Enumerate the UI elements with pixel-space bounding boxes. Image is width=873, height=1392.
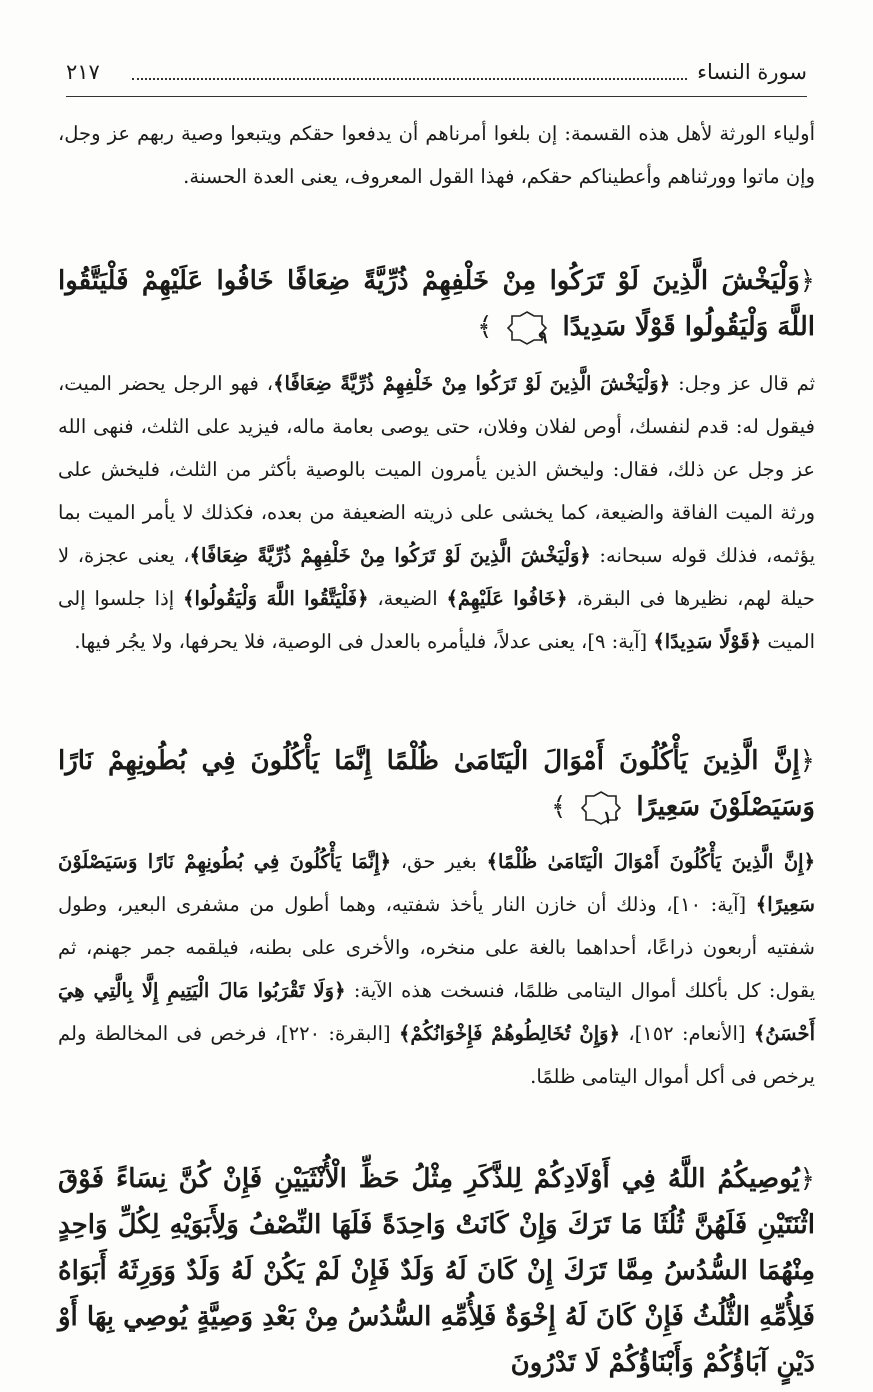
verse-11-open-bracket: ﴿ xyxy=(799,1164,815,1194)
verse-11 xyxy=(58,1156,815,1386)
paragraph-1-text: أولياء الورثة لأهل هذه القسمة: إن بلغوا أمرناهم أن يدفعوا حقكم ويتبعوا وصية ربهم عز وجل، وإن ماتوا وورثناهم وأعطيناكم حقكم، فهذا القول المعروف، يعنى العدة الحسنة. xyxy=(58,122,815,188)
p2-text-4: الضيعة، xyxy=(368,587,447,610)
header-dotted-leader xyxy=(132,78,687,80)
p3-text-4: [البقرة: ٢٢٠]، فرخص فى المخالطة ولم يرخص فى أكل أموال اليتامى ظلمًا. xyxy=(58,1022,815,1088)
p2-quote-4: ﴿فَلْيَتَّقُوا اللَّهَ وَلْيَقُولُوا﴾ xyxy=(183,587,369,610)
paragraph-3 xyxy=(58,840,815,1098)
p2-quote-5: ﴿قَوْلًا سَدِيدًا﴾ xyxy=(653,630,762,653)
verse-9-text: وَلْيَخْشَ الَّذِينَ لَوْ تَرَكُوا مِنْ خَلْفِهِمْ ذُرِّيَّةً ضِعَافًا خَافُوا عَلَيْهِمْ فَلْيَتَّقُوا اللَّهَ وَلْيَقُولُوا قَوْلًا سَدِيدًا xyxy=(58,266,815,342)
p2-quote-1: ﴿وَلْيَخْشَ الَّذِينَ لَوْ تَرَكُوا مِنْ خَلْفِهِمْ ذُرِّيَّةً ضِعَافًا﴾ xyxy=(273,372,671,395)
p3-quote-1: ﴿إِنَّ الَّذِينَ يَأْكُلُونَ أَمْوَالَ الْيَتَامَىٰ ظُلْمًا﴾ xyxy=(486,850,815,873)
verse-10-close-bracket: ﴾ xyxy=(550,792,567,822)
p3-text-1: بغير حق، xyxy=(391,850,487,873)
paragraph-2 xyxy=(58,362,815,663)
ayah-number-icon xyxy=(507,311,548,348)
p2-text-6: [آية: ٩]، يعنى عدلاً، فليأمره بالعدل فى الوصية، فلا يحرفها، ولا يجُر فيها. xyxy=(74,630,654,653)
p2-quote-2: ﴿وَلْيَخْشَ الَّذِينَ لَوْ تَرَكُوا مِنْ خَلْفِهِمْ ذُرِّيَّةً ضِعَافًا﴾ xyxy=(189,544,591,567)
page-number: ٢١٧ xyxy=(66,60,100,84)
p2-text-3: ، يعنى عجزة، لا حيلة لهم، نظيرها فى البقرة، xyxy=(58,544,815,610)
p3-quote-4: ﴿وَإِنْ تُخَالِطُوهُمْ فَإِخْوَانُكُمْ﴾ xyxy=(398,1022,621,1045)
verse-11-text: يُوصِيكُمُ اللَّهُ فِي أَوْلَادِكُمْ لِلذَّكَرِ مِثْلُ حَظِّ الْأُنْثَيَيْنِ فَإِنْ كُنَّ نِسَاءً فَوْقَ اثْنَتَيْنِ فَلَهُنَّ ثُلُثَا مَا تَرَكَ وَإِنْ كَانَتْ وَاحِدَةً فَلَهَا النِّصْفُ وَلِأَبَوَيْهِ لِكُلِّ وَاحِدٍ مِنْهُمَا السُّدُسُ مِمَّا تَرَكَ إِنْ كَانَ لَهُ وَلَدٌ فَإِنْ لَمْ يَكُنْ لَهُ وَلَدٌ وَوَرِثَهُ أَبَوَاهُ فَلِأُمِّهِ الثُّلُثُ فَإِنْ كَانَ لَهُ إِخْوَةٌ فَلِأُمِّهِ السُّدُسُ مِنْ بَعْدِ وَصِيَّةٍ يُوصِي بِهَا أَوْ دَيْنٍ آبَاؤُكُمْ وَأَبْنَاؤُكُمْ لَا تَدْرُونَ xyxy=(58,1164,815,1378)
p2-quote-3: ﴿خَافُوا عَلَيْهِمْ﴾ xyxy=(446,587,568,610)
ayah-number: ٩ xyxy=(538,328,548,348)
p3-text-2: [آية: ١٠]، وذلك أن خازن النار يأخذ شفتيه، وهما أطول من مشفرى البعير، وطول شفتيه أربعون ذراعًا، أحداهما بالغة على منخره، والأخرى على بطنه، فيلقمه جمر جهنم، ثم يقول: كل بأكلك أموال اليتامى ظلمًا، فنسخت هذه الآية: xyxy=(58,893,815,1002)
verse-10 xyxy=(58,738,815,830)
p2-text-1: ثم قال عز وجل: xyxy=(670,372,815,395)
verse-9-close-bracket: ﴾ xyxy=(477,312,493,342)
ayah-number: ١٠ xyxy=(603,808,622,828)
ayah-number-icon xyxy=(581,791,622,828)
verse-10-text: إِنَّ الَّذِينَ يَأْكُلُونَ أَمْوَالَ الْيَتَامَىٰ ظُلْمًا إِنَّمَا يَأْكُلُونَ فِي بُطُونِهِمْ نَارًا وَسَيَصْلَوْنَ سَعِيرًا xyxy=(58,746,815,822)
p3-quote-3: ﴿وَلَا تَقْرَبُوا مَالَ الْيَتِيمِ إِلَّا بِالَّتِي هِيَ أَحْسَنُ﴾ xyxy=(58,979,815,1045)
paragraph-1 xyxy=(58,112,815,198)
p3-quote-2: ﴿إِنَّمَا يَأْكُلُونَ فِي بُطُونِهِمْ نَارًا وَسَيَصْلَوْنَ سَعِيرًا﴾ xyxy=(58,850,816,916)
p2-text-2: ، فهو الرجل يحضر الميت، فيقول له: قدم لنفسك، أوص لفلان وفلان، حتى يوصى بعامة ماله، فيزيد على الثلث، فنهى الله عز وجل عن ذلك، فقال: وليخش الذين يأمرون الميت بالوصية بأكثر من الثلث، فليخش على ورثة الميت الفاقة والضيعة، كما يخشى على ذريته الضعيفة من بعده، فكذلك لا يأمر الميت بما يؤثمه، فذلك قوله سبحانه: xyxy=(58,372,816,567)
p2-text-5: إذا جلسوا إلى الميت xyxy=(58,587,815,653)
page-header xyxy=(66,56,807,97)
surah-title: سورة النساء xyxy=(697,60,807,84)
verse-9-open-bracket: ﴿ xyxy=(799,266,815,296)
p3-text-3: [الأنعام: ١٥٢]، xyxy=(620,1022,754,1045)
verse-9 xyxy=(58,258,815,350)
verse-10-open-bracket: ﴿ xyxy=(799,746,815,776)
